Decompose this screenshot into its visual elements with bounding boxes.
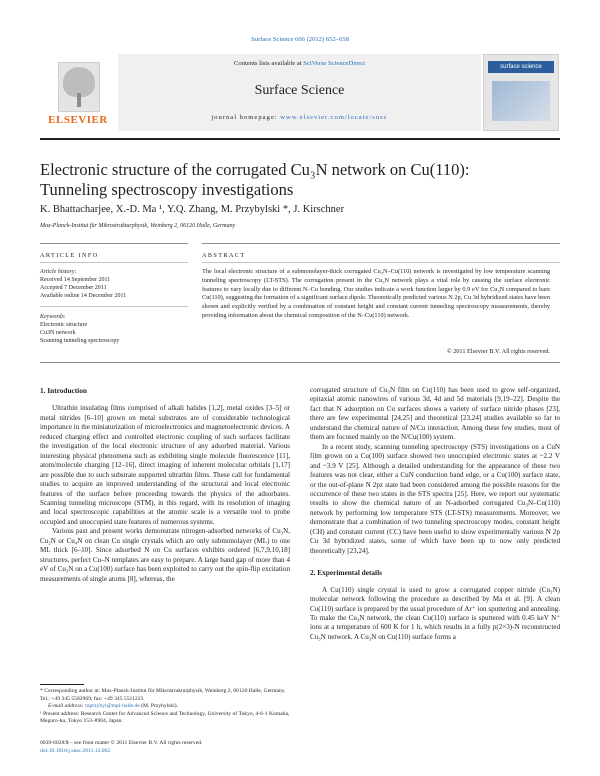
email-link[interactable]: mprzybyl@mpi-halle.de [85, 703, 140, 710]
article-info-heading: ARTICLE INFO [40, 252, 99, 259]
history-accepted: Accepted 7 December 2011 [40, 285, 107, 291]
cover-art [492, 81, 550, 121]
front-matter [40, 740, 290, 755]
experimental-paragraph-1: A Cu(110) single crystal is used to grow a corrugated copper nitride (Cu₃N) molecular network following the procedure as described by Ma et al. [9]. A clean Cu(110) surface is prepared by the usual procedure of Ar⁺ ion sputtering and annealing. To make the Cu₃N network, the clean Cu(110) surface is sputtered with 0.45 keV N⁺ ions at a temperature of 600 K for 1 h, which results in a fully p(2×3)-N reconstructed Cu₃N network. A Cu₃N on Cu(110) surface forms a [310, 585, 560, 641]
sciencedirect-link[interactable]: SciVerse ScienceDirect [303, 60, 365, 67]
intro-paragraph-4: In a recent study, scanning tunneling spectroscopy (STS) investigations on a CuN film grown on a Cu(100) surface showed two unoccupied electronic states at ~2.2 V and ~3.9 V [25]. Although a detailed understanding for the appearance of these two features was not clear, either a CuN conduction band edge, or a Cu(100) surface state, or the out-of-plane N 2pz state had been considered among the possible reasons for the occurrence of these two states in the STS spectra [25]. Here, we report our systematic results to show the chemical nature of an N-adsorbed corrugated Cu₃N–Cu(110) network by performing low temperature STS (LT-STS) measurements. Moreover, we demonstrate that a combination of two tunneling spectroscopy modes, constant height (CH) and constant current (CC) have been useful to show experimentally various N 2p Cu 3d hybridized states, some of which have been up to now only predicted theoretically [23,24]. [310, 442, 560, 555]
publisher-name: ELSEVIER [48, 114, 108, 126]
contents-line [118, 60, 481, 67]
title-line-2: Tunneling spectroscopy investigations [40, 180, 294, 199]
journal-title: Surface Science [254, 83, 345, 98]
abstract-heading: ABSTRACT [202, 252, 246, 259]
article-title [40, 160, 560, 200]
present-address-note: ¹ Present address: Research Center for Advanced Science and Technology, University of Tokyo, 4-6-1 Komaba, Meguro-ku, Tokyo 153–8904, Japan. [40, 710, 290, 725]
homepage-link[interactable]: www.elsevier.com/locate/susc [280, 114, 388, 121]
contents-prefix: Contents lists available at [234, 60, 304, 67]
authors: K. Bhattacharjee, X.-D. Ma ¹, Y.Q. Zhang, M. Przybylski *, J. Kirschner [40, 204, 345, 215]
keyword-item: Scanning tunneling spectroscopy [40, 338, 120, 344]
right-column [310, 386, 560, 642]
abstract-bottom-rule [40, 362, 560, 363]
corresponding-author-note: * Corresponding author at: Max-Planck-Institut für Mikrostrukturphysik, Weinberg 2, 06120 Halle, Germany. Tel.: +49 345 5582969; fax: +49 345 5511223. [40, 688, 286, 702]
history-label: Article history: [40, 269, 77, 275]
footnote-rule [40, 684, 84, 685]
keywords [40, 313, 188, 345]
cover-label: surface science [488, 61, 554, 73]
title-line-1: Electronic structure of the corrugated Cu₃N network on Cu(110): [40, 160, 470, 179]
info-rule [40, 243, 188, 244]
left-column [40, 386, 290, 584]
history-online: Available online 14 December 2011 [40, 293, 127, 299]
journal-cover-image [483, 54, 559, 131]
history-received: Received 14 September 2011 [40, 277, 111, 283]
issn-line: 0039-6028/$ – see front matter © 2011 Elsevier B.V. All rights reserved. [40, 740, 203, 746]
journal-reference[interactable]: Surface Science 606 (2012) 652–658 [251, 36, 349, 43]
introduction-heading: 1. Introduction [40, 386, 87, 395]
abstract-rule-inner [202, 262, 560, 263]
info-rule-inner [40, 262, 188, 263]
affiliation: Max-Planck-Institut für Mikrostrukturphysik, Weinberg 2, 06120 Halle, Germany [40, 223, 236, 229]
footnotes [40, 688, 290, 726]
journal-homepage [118, 114, 481, 121]
abstract-rule [202, 243, 560, 244]
keyword-item: Cu3N network [40, 330, 76, 336]
keywords-rule [40, 306, 188, 307]
experimental-heading: 2. Experimental details [310, 568, 382, 578]
abstract-copyright: © 2011 Elsevier B.V. All rights reserved. [446, 348, 550, 355]
keywords-label: Keywords: [40, 314, 66, 320]
article-history [40, 268, 188, 300]
header-divider [40, 138, 560, 140]
intro-paragraph-1: Ultrathin insulating films comprised of alkali halides [1,2], metal oxides [3–5] or metal nitrides [6–10] grown on metal substrates are of considerable technological importance in the miniaturization of microelectronics and magnetoelectronic devices. A reduced charging effect and controlled electronic coupling of such surfaces facilitate the investigation of the local electronic structure of any adsorbed material. Various interesting physical phenomena such as exhibiting single molecule fluorescence [11], atom/molecule charging [12–16], direct imaging of inherent molecular orbitals [1,17] are possible due to such substrate supported ultrathin films. These call for fundamental studies to acquire an improved understanding of the structural and local electronic features of the surface before proceeding towards the physics of the adsorbates. Scanning tunneling microscope (STM), in this regard, with its resolution of imaging and local spectroscopic capabilities at the atomic scale is a versatile tool to probe occupied and unoccupied state features of numerous systems. [40, 404, 290, 526]
abstract-text: The local electronic structure of a submonolayer-thick corrugated Cu₃N–Cu(110) network is investigated by low temperature scanning tunneling spectroscopy (LT-STS). The corrugation present in the Cu₃N network plays a vital role by causing the surface electronic features to vary locally due to different N–Cu bonding. Our studies indicate a work function larger by 0.9 eV for Cu₃N compared to bare Cu(110), suggesting the formation of a significant surface dipole. Theoretically predicted various N 2p, Cu 3d hybridized states have been shown and explicitly verified by a combination of constant height and constant current tunneling spectroscopy measurements, thereby providing information about the chemical composition of the N–Cu(110) network. [202, 268, 550, 319]
intro-paragraph-3: corrugated structure of Cu₃N film on Cu(110) has been used to grow self-organized, epitaxial atomic nanowires of various 3d, 4d and 5d materials [9,19–22]. Despite the fact that N adsorption on Cu surfaces shows a variety of surface nitride phases [23], there are few experimental [24,25] and theoretical [23,24] studies available so far to understand the chemical nature of N/Cu interaction. Among these few studies, most of them are focused mainly on the N/Cu(100) system. [310, 386, 560, 442]
tree-icon [58, 62, 100, 112]
email-suffix: (M. Przybylski). [139, 703, 179, 710]
keyword-item: Electronic structure [40, 322, 88, 328]
elsevier-logo [40, 54, 116, 131]
email-label: E-mail address: [48, 703, 86, 710]
email-note [40, 703, 290, 711]
intro-paragraph-2: Various past and present works demonstrate nitrogen-adsorbed networks of Cu₃N, Cu₂N or Cu₄N on clean Cu single crystals which are only submonolayer (ML) to one ML thick [6–10]. Since adsorbed N on Cu surfaces exhibits ordered [6,7,9,10,18] structures, perfect Cu–N templates are easy to prepare. A large band gap of more than 4 eV of Cu₃N on a Cu(100) surface has been exploited to carry out the spin-flip excitation measurements of single atoms [8], whereas, the [40, 527, 290, 583]
doi-link[interactable]: doi:10.1016/j.susc.2011.12.002 [40, 747, 111, 754]
homepage-prefix: journal homepage: [211, 114, 281, 121]
